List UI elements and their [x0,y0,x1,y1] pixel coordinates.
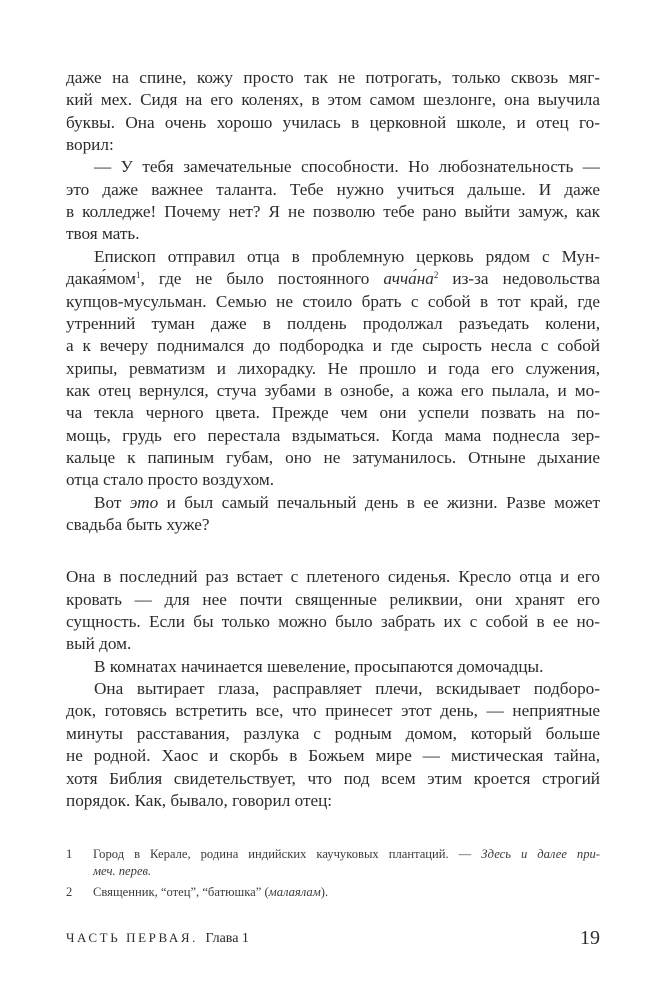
text-line [66,492,600,514]
text-span: Город в Керале, родина индийских каучуковых плантаций. — [93,847,482,861]
text-span: Священник, “отец”, “батюшка” ( [93,885,269,899]
text-span: мощь, грудь его перестала вздыматься. Когда мама поднесла зер- [66,425,600,445]
text-line [66,313,600,335]
text-line [66,380,600,402]
text-line [66,745,600,767]
italic-text: это [129,492,159,512]
text-span: даже на спине, кожу просто так не потрогать, только сквозь мяг- [66,68,600,87]
text-span: , где не было постоянного [140,269,384,289]
italic-text: малаялам [268,885,321,899]
text-line [66,425,600,447]
footer-chapter: Глава 1 [205,931,249,946]
text-line [66,656,600,678]
text-line [66,179,600,201]
footnote-text [93,884,600,901]
text-span: купцов-мусульман. Семью не стоило брать с собой в тот край, где [66,291,600,311]
text-line [66,201,600,223]
text-line [66,402,600,424]
text-span: минуты расставания, разлука с родным домом, который больше [66,723,600,743]
text-line [66,89,600,111]
text-line [66,291,600,313]
italic-text: Здесь и далее при- [481,847,600,861]
text-span: — У тебя замечательные способности. Но любознательность — [94,157,600,177]
text-line [66,589,600,611]
text-line [66,134,600,156]
text-line [66,335,600,357]
text-line [66,678,600,700]
text-span: хотя Библия свидетельствует, что под всем этим кроется строгий [66,768,600,788]
text-span: из-за недовольства [438,269,600,289]
text-span: Вот [94,492,130,512]
text-line [66,246,600,268]
text-span: ча текла черного цвета. Прежде чем они успели позвать на по- [66,403,600,423]
text-span: а к вечеру поднимался до подбородка и где сырость несла с собой [66,336,600,356]
text-line [66,633,600,655]
text-span: утренний туман даже в полдень продолжал разъедать колени, [66,313,600,333]
text-line [66,358,600,380]
text-span: как отец вернулся, стуча зубами в ознобе, а кожа его пылала, и мо- [66,380,600,400]
text-span: сущность. Если бы только можно было забрать их с собой в ее но- [66,612,600,632]
text-span: вый дом. [66,634,132,654]
text-line [66,566,600,588]
footnote-number: 1 [66,847,73,861]
text-span: док, готовясь встретить все, что принесет этот день, — неприятные [66,701,600,721]
running-footer [66,927,600,952]
text-line [66,514,600,536]
text-line [66,723,600,745]
text-span: Она вытирает глаза, расправляет плечи, вскидывает подборо- [94,679,600,699]
text-line [66,223,600,245]
italic-text: ачча́на [383,269,434,289]
footnote-text [93,863,600,880]
text-line [66,768,600,790]
text-span: дакая́мом [66,269,137,289]
text-span: буквы. Она очень хорошо училась в церковной школе, и отец го- [66,112,600,132]
text-span: Она в последний раз встает с плетеного сиденья. Кресло отца и его [66,567,600,587]
text-span: отца стало просто воздухом. [66,470,275,490]
italic-text: меч. перев. [93,864,152,878]
text-line [66,611,600,633]
footnote-ref[interactable]: 1 [136,270,141,281]
text-span: в колледже! Почему нет? Я не позволю тебе рано выйти замуж, как [66,202,600,222]
footer-part-title: ЧАСТЬ ПЕРВАЯ. [66,930,199,945]
text-span: ворил: [66,135,114,155]
text-line [66,700,600,722]
text-line [66,67,600,89]
text-span: не родной. Хаос и скорбь в Божьем мире — мистическая тайна, [66,746,600,766]
text-span: это даже важнее таланта. Тебе нужно учиться дальше. И даже [66,179,600,199]
text-span: порядок. Как, бывало, говорил отец: [66,790,333,810]
text-line [66,469,600,491]
text-span: ). [320,885,329,899]
text-span: твоя мать. [66,224,140,244]
text-line [66,112,600,134]
text-line [66,268,600,290]
text-span: Епископ отправил отца в проблемную церковь рядом с Мун- [94,246,600,266]
text-span: кий мех. Сидя на его коленях, в этом самом шезлонге, она выучила [66,90,600,110]
text-span: кальце к папиным губам, оно не затуманилось. Отныне дыхание [66,447,600,467]
text-span: кровать — для нее почти священные реликвии, они хранят его [66,589,600,609]
footnote-text [93,846,600,863]
footnote-ref[interactable]: 2 [433,270,439,281]
text-span: В комнатах начинается шевеление, просыпаются домочадцы. [94,656,544,676]
text-span: свадьба быть хуже? [66,515,210,534]
text-line [66,447,600,469]
text-span: и был самый печальный день в ее жизни. Разве может [158,492,600,512]
text-line [66,156,600,178]
page-number: 19 [580,927,600,949]
footnote-number: 2 [66,885,73,899]
text-span: хрипы, ревматизм и лихорадку. Не прошло и года его служения, [66,358,600,378]
text-line [66,790,600,812]
